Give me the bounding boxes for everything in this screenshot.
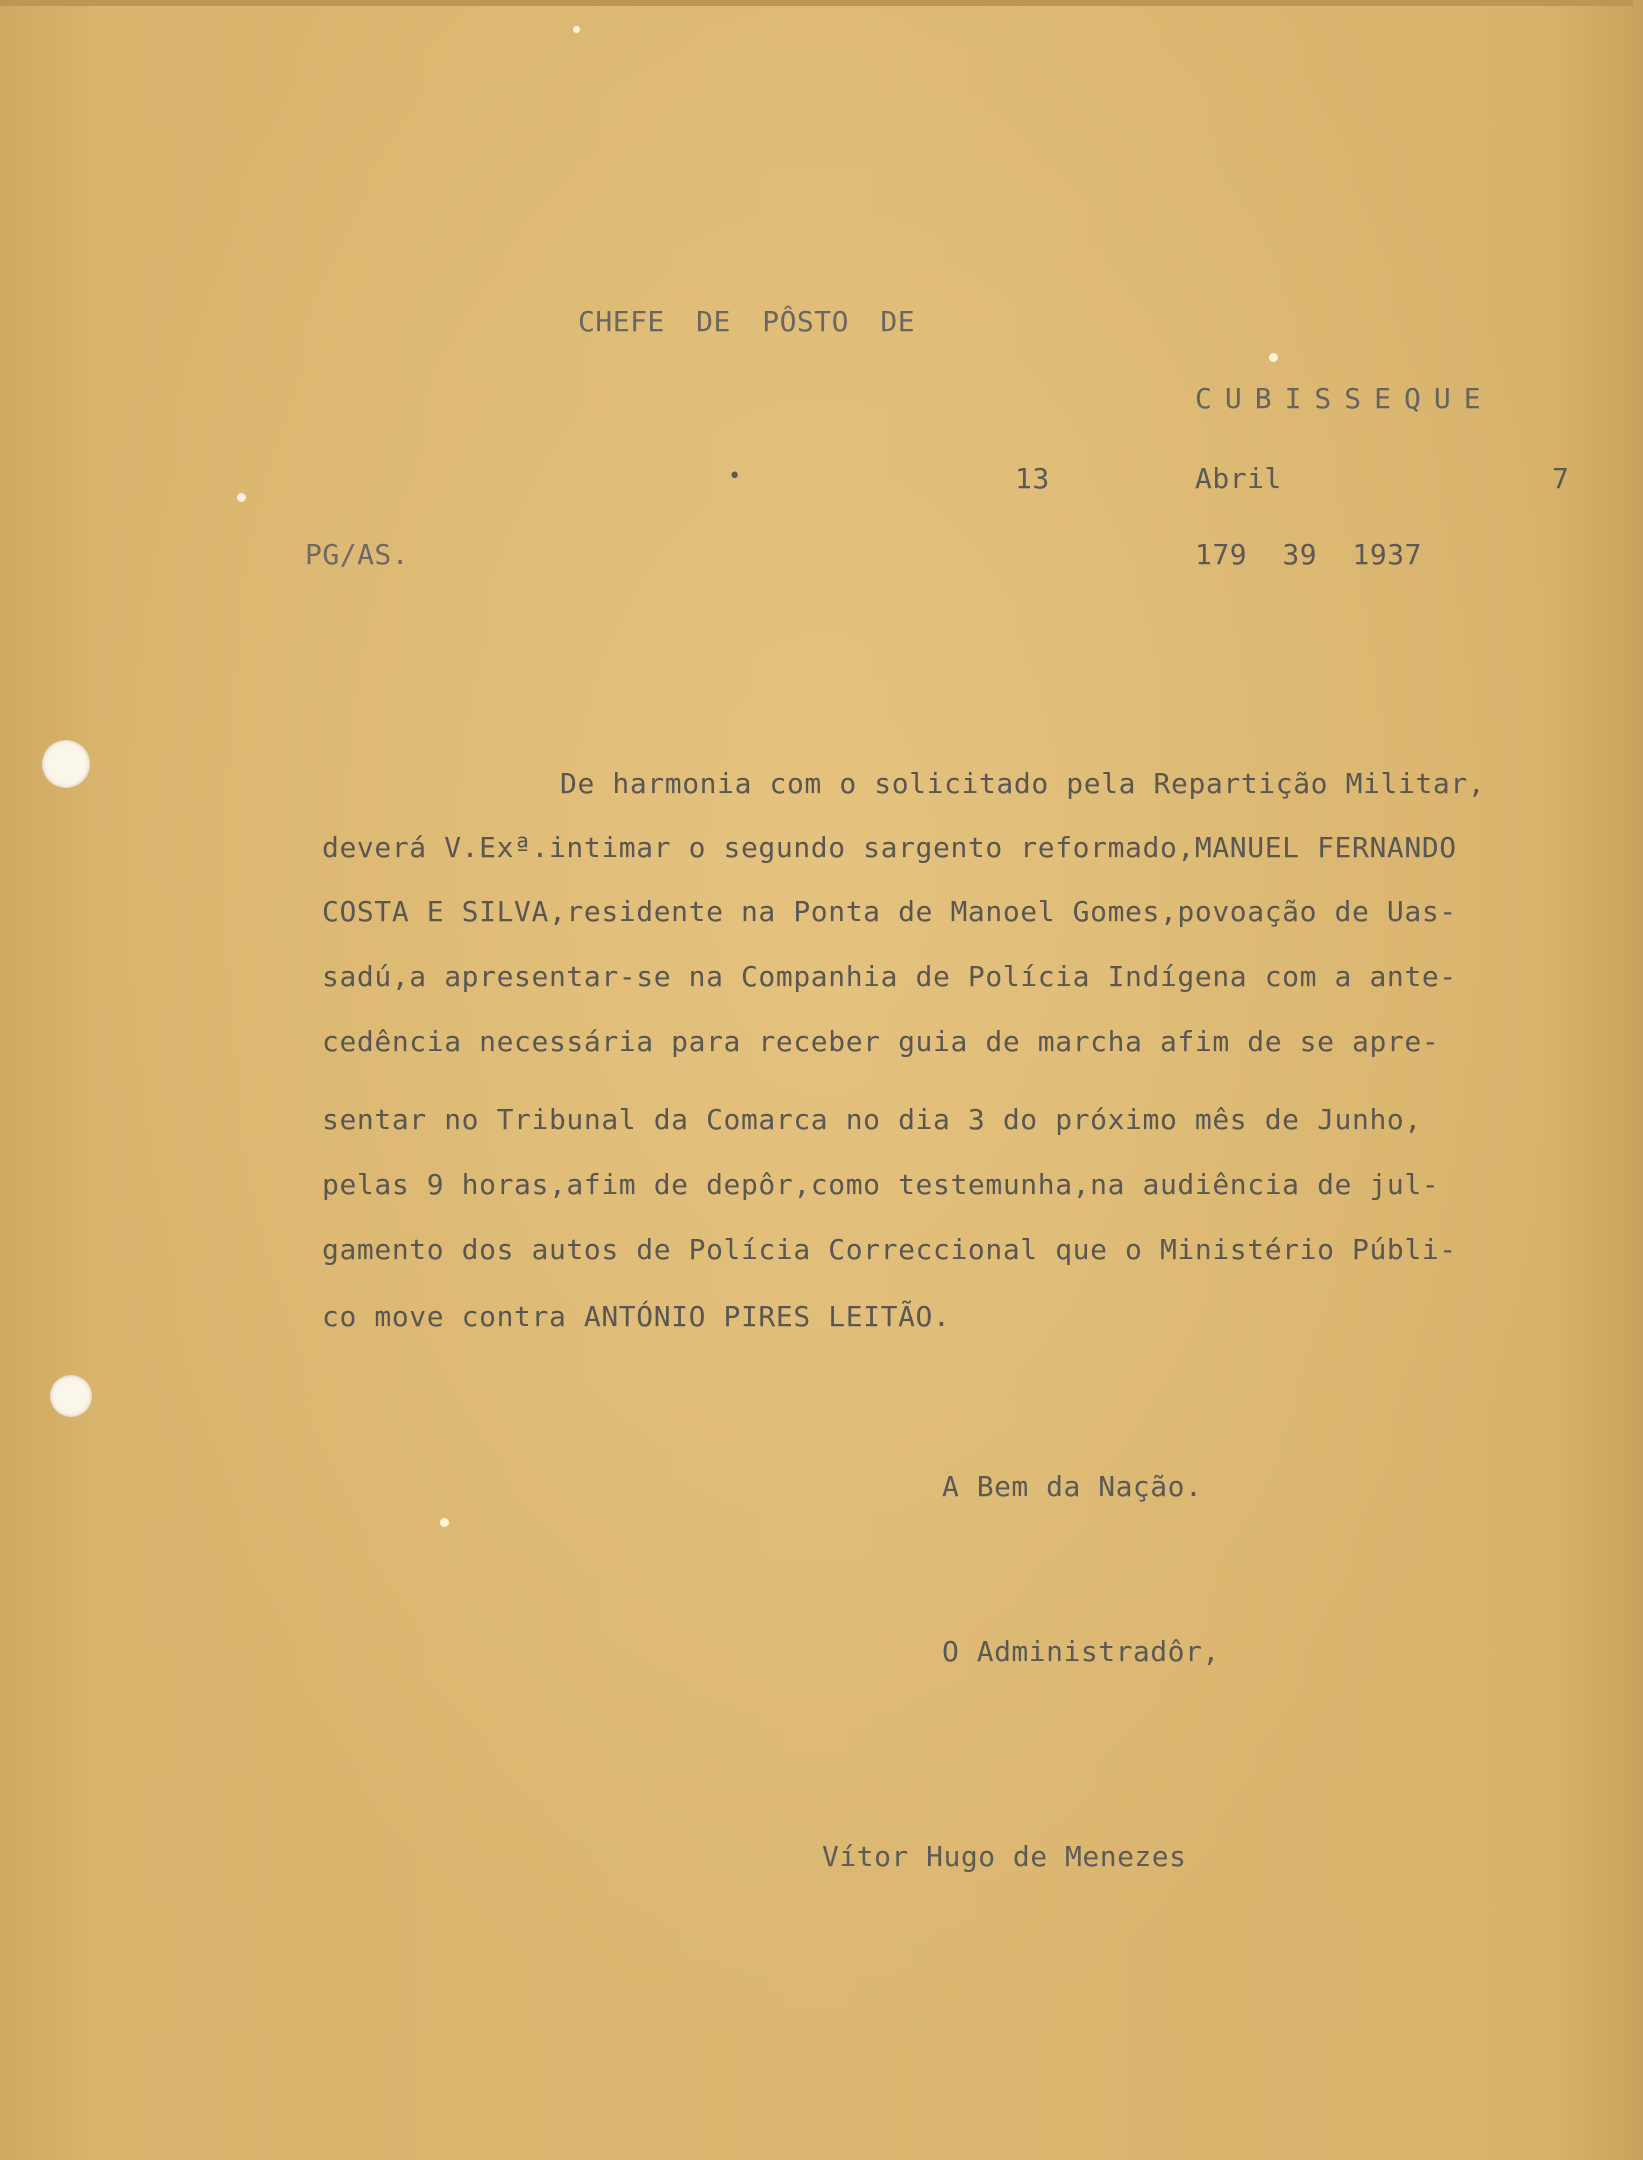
body-line: sadú,a apresentar-se na Companhia de Polícia Indígena com a ante- bbox=[322, 960, 1457, 993]
paper-right-edge bbox=[1633, 0, 1643, 2160]
date-day: 13 bbox=[1015, 462, 1050, 495]
body-line: gamento dos autos de Polícia Correccional que o Ministério Públi- bbox=[322, 1233, 1457, 1266]
body-line: cedência necessária para receber guia de marcha afim de se apre- bbox=[322, 1025, 1440, 1058]
addressee-location: CUBISSEQUE bbox=[1195, 382, 1494, 415]
closing-salutation: A Bem da Nação. bbox=[942, 1470, 1203, 1503]
date-month: Abril bbox=[1195, 462, 1282, 495]
paper-speck bbox=[573, 26, 580, 33]
bullet-mark: • bbox=[728, 464, 742, 489]
date-codes: 179 39 1937 bbox=[1195, 538, 1422, 571]
document-number: 7 bbox=[1552, 462, 1570, 495]
body-line: De harmonia com o solicitado pela Repartição Militar, bbox=[560, 767, 1486, 800]
paper-speck bbox=[1269, 353, 1278, 362]
paper-speck bbox=[440, 1518, 449, 1527]
punch-hole-top bbox=[42, 740, 90, 788]
addressee-title: CHEFE DE PÔSTO DE bbox=[578, 305, 916, 338]
body-line: co move contra ANTÓNIO PIRES LEITÃO. bbox=[322, 1300, 951, 1333]
paper-top-edge bbox=[0, 0, 1643, 6]
body-line: pelas 9 horas,afim de depôr,como testemunha,na audiência de jul- bbox=[322, 1168, 1440, 1201]
signature-name: Vítor Hugo de Menezes bbox=[822, 1840, 1187, 1873]
body-line: sentar no Tribunal da Comarca no dia 3 do próximo mês de Junho, bbox=[322, 1103, 1422, 1136]
signoff-title: O Administradôr, bbox=[942, 1635, 1220, 1668]
paper-speck bbox=[237, 493, 246, 502]
punch-hole-bottom bbox=[50, 1375, 92, 1417]
body-line: COSTA E SILVA,residente na Ponta de Manoel Gomes,povoação de Uas- bbox=[322, 895, 1457, 928]
reference-code: PG/AS. bbox=[305, 538, 410, 571]
body-line: deverá V.Exª.intimar o segundo sargento reformado,MANUEL FERNANDO bbox=[322, 831, 1457, 864]
